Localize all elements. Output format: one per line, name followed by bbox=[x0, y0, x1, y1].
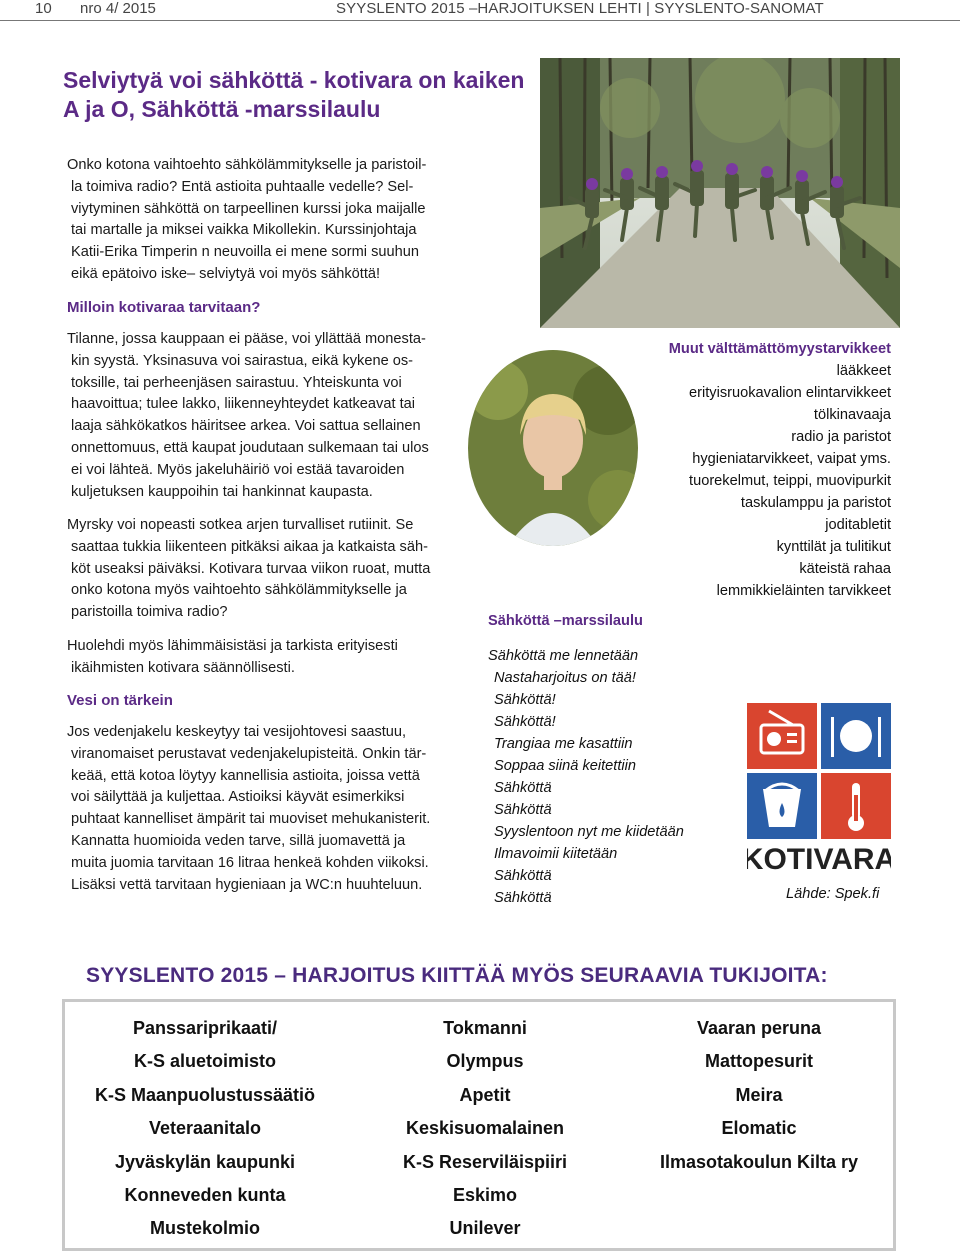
para-line: toksille, tai perheenjäsen sairastuu. Yhteiskunta voi bbox=[71, 374, 402, 391]
sponsor-name: Konneveden kunta bbox=[124, 1185, 286, 1206]
intro-line: eikä epätoivo iske– selviytyä voi myös sähköttä! bbox=[71, 265, 381, 282]
para-line: onnettomuus, että kaupat joudutaan sulkemaan tai ulos bbox=[71, 439, 429, 456]
paragraph-water bbox=[67, 722, 430, 896]
sponsor-name: Vaaran peruna bbox=[696, 1018, 822, 1038]
song-line: Sähköttä! bbox=[494, 692, 556, 708]
song-line: Sähköttä bbox=[494, 780, 552, 796]
supply-item: lääkkeet bbox=[836, 363, 891, 379]
song-line: Sähköttä bbox=[494, 868, 552, 884]
title-line-2: A ja O, Sähköttä -marssilaulu bbox=[63, 96, 381, 122]
sponsor-name: Ilmasotakoulun Kilta ry bbox=[659, 1151, 859, 1172]
intro-line: la toimiva radio? Entä astioita puhtaalle vedelle? Sel- bbox=[71, 178, 414, 195]
subhead-when: Milloin kotivaraa tarvitaan? bbox=[67, 299, 261, 316]
sponsor-name: Meira bbox=[735, 1084, 783, 1105]
intro-line: Katii-Erika Timperin n neuvoilla ei mene sormi suuhun bbox=[71, 244, 419, 261]
source-credit: Lähde: Spek.fi bbox=[786, 886, 880, 902]
sponsor-name: Panssariprikaati/ bbox=[132, 1018, 278, 1038]
supply-item: lemmikkieläinten tarvikkeet bbox=[716, 583, 891, 599]
portrait-illustration bbox=[468, 350, 638, 546]
song-line: Ilmavoimii kiitetään bbox=[494, 846, 618, 862]
song-line: Nastaharjoitus on tää! bbox=[494, 670, 636, 686]
supply-item: käteistä rahaa bbox=[799, 561, 891, 577]
supply-item: hygieniatarvikkeet, vaipat yms. bbox=[692, 451, 891, 467]
sponsor-name: Veteraanitalo bbox=[148, 1118, 262, 1139]
para-line: Huolehdi myös lähimmäisistäsi ja tarkista erityisesti bbox=[67, 638, 398, 654]
song-line: Trangiaa me kasattiin bbox=[494, 736, 633, 752]
para-line: muita juomia tarvitaan 16 litraa henkeä kohden viikoksi. bbox=[71, 854, 429, 871]
para-line: keää, että kotoa löytyy kannellisia astioita, joissa vettä bbox=[71, 767, 420, 784]
supplies-list bbox=[669, 338, 891, 602]
sponsor-name: Jyväskylän kaupunki bbox=[114, 1151, 296, 1172]
para-line: voi säilyttää ja kuljettaa. Astioiksi käyvät esimerkiksi bbox=[71, 789, 405, 806]
para-line: köt useaksi päiväksi. Kotivara turvaa viikon ruoat, mutta bbox=[71, 560, 431, 577]
kotivara-logo-graphic bbox=[747, 703, 891, 875]
publication-name: SYYSLENTO 2015 –HARJOITUKSEN LEHTI | SYYSLENTO-SANOMAT bbox=[336, 0, 824, 17]
sponsor-name: Keskisuomalainen bbox=[405, 1118, 565, 1139]
sponsors-column-3 bbox=[625, 1012, 893, 1179]
sponsor-name: Unilever bbox=[449, 1218, 521, 1239]
supply-item: tuorekelmut, teippi, muovipurkit bbox=[689, 473, 891, 489]
sponsor-name: Apetit bbox=[459, 1084, 511, 1105]
sponsors-column-2 bbox=[345, 1012, 625, 1246]
sponsor-name: K-S Reserviläispiiri bbox=[402, 1151, 568, 1172]
supplies-heading: Muut välttämättömyystarvikkeet bbox=[668, 341, 891, 357]
intro-paragraph bbox=[67, 155, 426, 286]
para-line: viranomaiset perustavat vedenjakelupisteitä. Onkin tär- bbox=[71, 745, 427, 762]
sponsors-box bbox=[62, 999, 896, 1251]
song-line: Soppaa siinä keitettiin bbox=[494, 758, 636, 774]
para-line: Lisäksi vettä tarvitaan hygieniaan ja WC:n huuhteluun. bbox=[71, 876, 423, 893]
supply-item: taskulamppu ja paristot bbox=[740, 495, 891, 511]
sponsors-column-1 bbox=[65, 1012, 345, 1246]
paragraph-when bbox=[67, 329, 429, 503]
paragraph-storm bbox=[67, 515, 430, 624]
subhead-water: Vesi on tärkein bbox=[67, 692, 173, 709]
sponsors-heading: SYYSLENTO 2015 – HARJOITUS KIITTÄÄ MYÖS SEURAAVIA TUKIJOITA: bbox=[86, 964, 828, 987]
song-line: Sähköttä bbox=[494, 890, 552, 906]
group-photo bbox=[540, 58, 900, 328]
page-header bbox=[0, 0, 960, 21]
para-line: saattaa tukkia liikenteen pitkäksi aikaa ja katkaista säh- bbox=[71, 538, 428, 555]
paragraph-neighbours bbox=[67, 636, 398, 680]
page-number: 10 bbox=[35, 0, 52, 17]
sponsor-name: Eskimo bbox=[452, 1185, 518, 1206]
sponsor-name: Olympus bbox=[446, 1051, 524, 1072]
para-line: Kannatta huomioida veden tarve, sillä juomavettä ja bbox=[71, 832, 406, 849]
song-line: Sähköttä! bbox=[494, 714, 556, 730]
logo-text: KOTIVARA bbox=[747, 843, 891, 875]
para-line: onko kotona myös vaihtoehto sähkölämmitykselle ja bbox=[71, 582, 407, 599]
supply-item: erityisruokavalion elintarvikkeet bbox=[689, 385, 891, 401]
supply-item: radio ja paristot bbox=[791, 429, 891, 445]
para-line: puhtaat kannelliset ämpärit tai muoviset mehukanisterit. bbox=[71, 811, 431, 828]
sponsor-name: Mustekolmio bbox=[149, 1218, 260, 1239]
sponsor-name: Mattopesurit bbox=[705, 1051, 813, 1072]
issue-number: nro 4/ 2015 bbox=[80, 0, 156, 17]
sponsor-name: K-S aluetoimisto bbox=[133, 1051, 276, 1072]
intro-line: viytyminen sähköttä on tarpeellinen kurssi joka maijalle bbox=[71, 200, 426, 217]
forest-road-illustration bbox=[540, 58, 900, 328]
para-line: Tilanne, jossa kauppaan ei pääse, voi yllättää monesta- bbox=[67, 331, 426, 347]
portrait-photo bbox=[468, 350, 638, 546]
para-line: Jos vedenjakelu keskeytyy tai vesijohtovesi saastuu, bbox=[67, 724, 407, 740]
para-line: paristoilla toimiva radio? bbox=[71, 604, 228, 621]
para-line: Myrsky voi nopeasti sotkea arjen turvalliset rutiinit. Se bbox=[67, 517, 414, 533]
supply-item: joditabletit bbox=[825, 517, 891, 533]
song-line: Syyslentoon nyt me kiidetään bbox=[494, 824, 684, 840]
sponsor-name: Elomatic bbox=[721, 1118, 797, 1139]
para-line: laaja sähkökatkos häiritsee arkea. Voi sattua sellainen bbox=[71, 418, 421, 435]
para-line: haavoittua; tulee lakko, liikenneyhteydet katkeavat tai bbox=[71, 396, 415, 413]
para-line: kin syystä. Yksinasuva voi sairastua, eikä kykene os- bbox=[71, 352, 414, 369]
sponsor-name: K-S Maanpuolustussäätiö bbox=[94, 1084, 316, 1105]
supply-item: tölkinavaaja bbox=[813, 407, 891, 423]
supply-item: kynttilät ja tulitikut bbox=[776, 539, 891, 555]
sponsor-name: Tokmanni bbox=[443, 1018, 527, 1038]
song-heading: Sähköttä –marssilaulu bbox=[488, 613, 643, 629]
para-line: ei voi lähteä. Myös jakeluhäiriö voi estää tavaroiden bbox=[71, 461, 405, 478]
kotivara-logo bbox=[747, 703, 891, 875]
song-line: Sähköttä bbox=[494, 802, 552, 818]
intro-line: tai martalle ja miksei vaikka Mikollekin. Kurssinjohtaja bbox=[71, 222, 417, 239]
song-line: Sähköttä me lennetään bbox=[488, 648, 639, 664]
song-lyrics bbox=[488, 645, 684, 909]
article-title bbox=[63, 66, 524, 124]
intro-line: Onko kotona vaihtoehto sähkölämmitykselle ja paristoil- bbox=[67, 157, 427, 173]
para-line: kuljetuksen kauppoihin tai hankinnat kaupasta. bbox=[71, 483, 373, 500]
title-line-1: Selviytyä voi sähköttä - kotivara on kaiken bbox=[63, 67, 525, 93]
para-line: ikäihmisten kotivara säännöllisesti. bbox=[71, 659, 295, 676]
